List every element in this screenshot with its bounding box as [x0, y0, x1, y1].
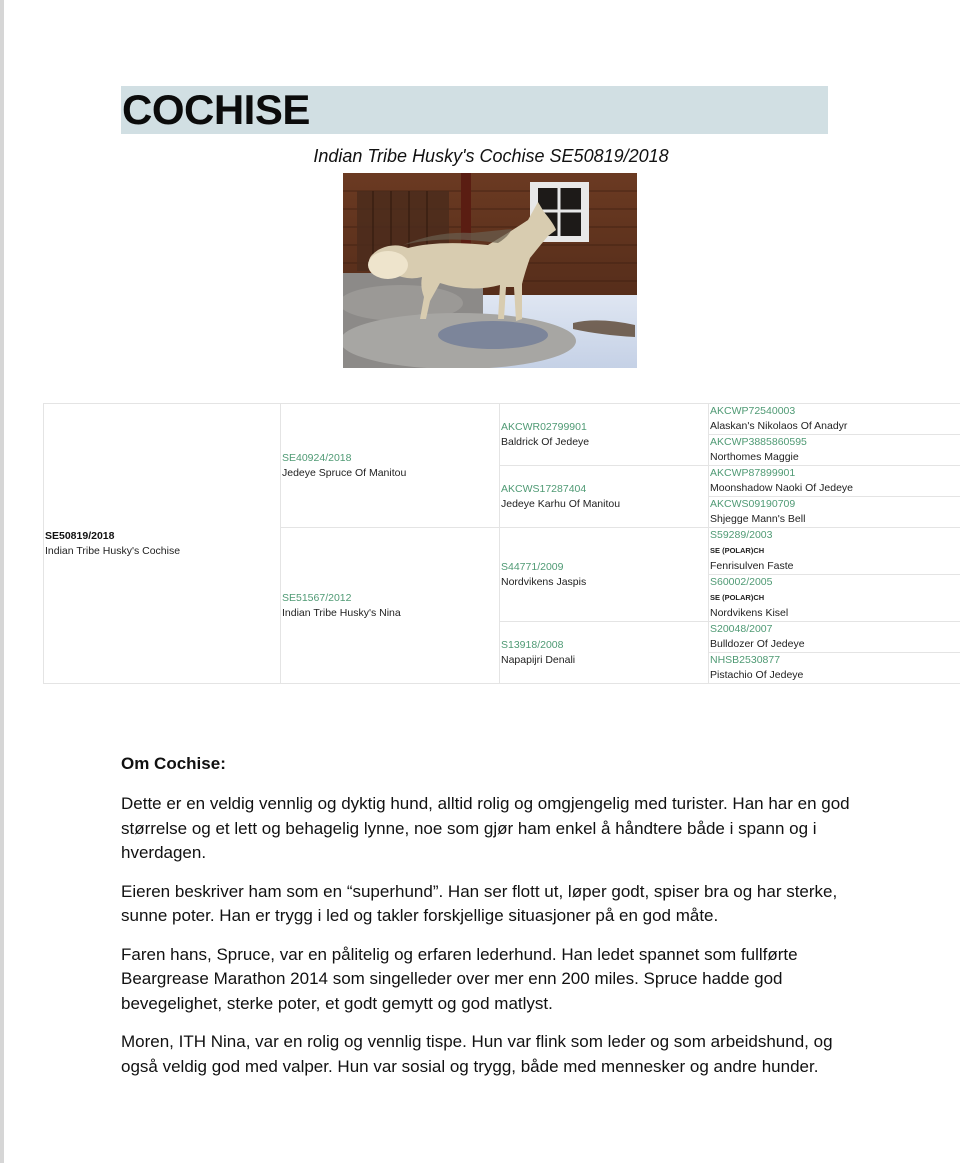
grandparent-reg[interactable]: S44771/2009 [501, 560, 564, 573]
great-grandparent-reg[interactable]: NHSB2530877 [710, 654, 781, 666]
great-grandparent-reg[interactable]: AKCWS09190709 [710, 498, 796, 510]
great-grandparent-name: Shjegge Mann's Bell [710, 513, 806, 525]
pedigree-dam[interactable] [281, 528, 500, 684]
great-grandparent-reg[interactable]: S20048/2007 [710, 623, 773, 635]
pedigree-grandparent[interactable] [500, 404, 709, 466]
dam-reg[interactable]: SE51567/2012 [282, 591, 352, 604]
grandparent-reg[interactable]: AKCWS17287404 [501, 482, 587, 495]
about-paragraph: Dette er en veldig vennlig og dyktig hund, alltid rolig og omgjengelig med turister. Han har en god størrelse og et lett og behagelig lynne, noe som gjør ham enkel å håndtere både i spann og i hverdagen. [121, 794, 850, 862]
grandparent-name: Nordvikens Jaspis [501, 575, 587, 588]
pedigree-great-grandparent[interactable] [709, 497, 960, 528]
great-grandparent-reg[interactable]: AKCWP87899901 [710, 467, 796, 479]
great-grandparent-reg[interactable]: S60002/2005 [710, 576, 773, 588]
dog-photo [343, 173, 637, 368]
grandparent-reg[interactable]: AKCWR02799901 [501, 420, 587, 433]
pedigree-great-grandparent[interactable] [709, 653, 960, 684]
great-grandparent-name: Alaskan's Nikolaos Of Anadyr [710, 420, 848, 432]
pedigree-table [43, 403, 960, 684]
title-band [121, 86, 828, 134]
great-grandparent-name: Nordvikens Kisel [710, 607, 789, 619]
pedigree-great-grandparent[interactable] [709, 528, 960, 575]
grandparent-name: Baldrick Of Jedeye [501, 435, 590, 448]
pedigree-great-grandparent[interactable] [709, 466, 960, 497]
great-grandparent-name: Fenrisulven Faste [710, 560, 794, 572]
great-grandparent-reg[interactable]: AKCWP72540003 [710, 405, 796, 417]
about-paragraph: Eieren beskriver ham som en “superhund”. Han ser flott ut, løper godt, spiser bra og har sterke, sunne poter. Han er trygg i led og takler forskjellige situasjoner på en god måte. [121, 881, 838, 925]
husky-photo-icon [343, 173, 637, 368]
great-grandparent-title: SE (POLAR)CH [710, 593, 765, 602]
pedigree-sire[interactable] [281, 404, 500, 528]
pedigree-great-grandparent[interactable] [709, 575, 960, 622]
about-paragraph: Faren hans, Spruce, var en pålitelig og erfaren lederhund. Han ledet spannet som fullførte Beargrease Marathon 2014 som singelleder over mer enn 200 miles. Spruce hadde god bevegelighet, sterke poter, et godt gemytt og god matlyst. [121, 944, 798, 1013]
sire-reg[interactable]: SE40924/2018 [282, 451, 352, 464]
about-section [121, 752, 866, 1093]
about-paragraph: Moren, ITH Nina, var en rolig og vennlig tispe. Hun var flink som leder og som arbeidshund, og også veldig god med valper. Hun var sosial og trygg, både med mennesker og andre hunder. [121, 1032, 833, 1076]
page-edge [0, 0, 4, 1163]
grandparent-name: Napapijri Denali [501, 653, 576, 666]
pedigree-grandparent[interactable] [500, 622, 709, 684]
great-grandparent-reg[interactable]: AKCWP3885860595 [710, 436, 807, 448]
about-heading: Om Cochise: [121, 754, 226, 773]
pedigree-grandparent[interactable] [500, 528, 709, 622]
grandparent-reg[interactable]: S13918/2008 [501, 638, 564, 651]
pedigree-great-grandparent[interactable] [709, 435, 960, 466]
great-grandparent-name: Pistachio Of Jedeye [710, 669, 804, 681]
great-grandparent-name: Northomes Maggie [710, 451, 799, 463]
pedigree-great-grandparent[interactable] [709, 404, 960, 435]
great-grandparent-name: Bulldozer Of Jedeye [710, 638, 805, 650]
pedigree-subject [44, 404, 281, 684]
great-grandparent-name: Moonshadow Naoki Of Jedeye [710, 482, 853, 494]
subject-name: Indian Tribe Husky's Cochise [45, 544, 181, 557]
great-grandparent-title: SE (POLAR)CH [710, 546, 765, 555]
great-grandparent-reg[interactable]: S59289/2003 [710, 529, 773, 541]
grandparent-name: Jedeye Karhu Of Manitou [501, 497, 621, 510]
sire-name: Jedeye Spruce Of Manitou [282, 466, 407, 479]
page-title: COCHISE [122, 86, 310, 133]
dam-name: Indian Tribe Husky's Nina [282, 606, 401, 619]
pedigree-grandparent[interactable] [500, 466, 709, 528]
dog-full-name: Indian Tribe Husky's Cochise SE50819/2018 [313, 146, 669, 166]
subject-reg: SE50819/2018 [45, 529, 115, 542]
pedigree-great-grandparent[interactable] [709, 622, 960, 653]
